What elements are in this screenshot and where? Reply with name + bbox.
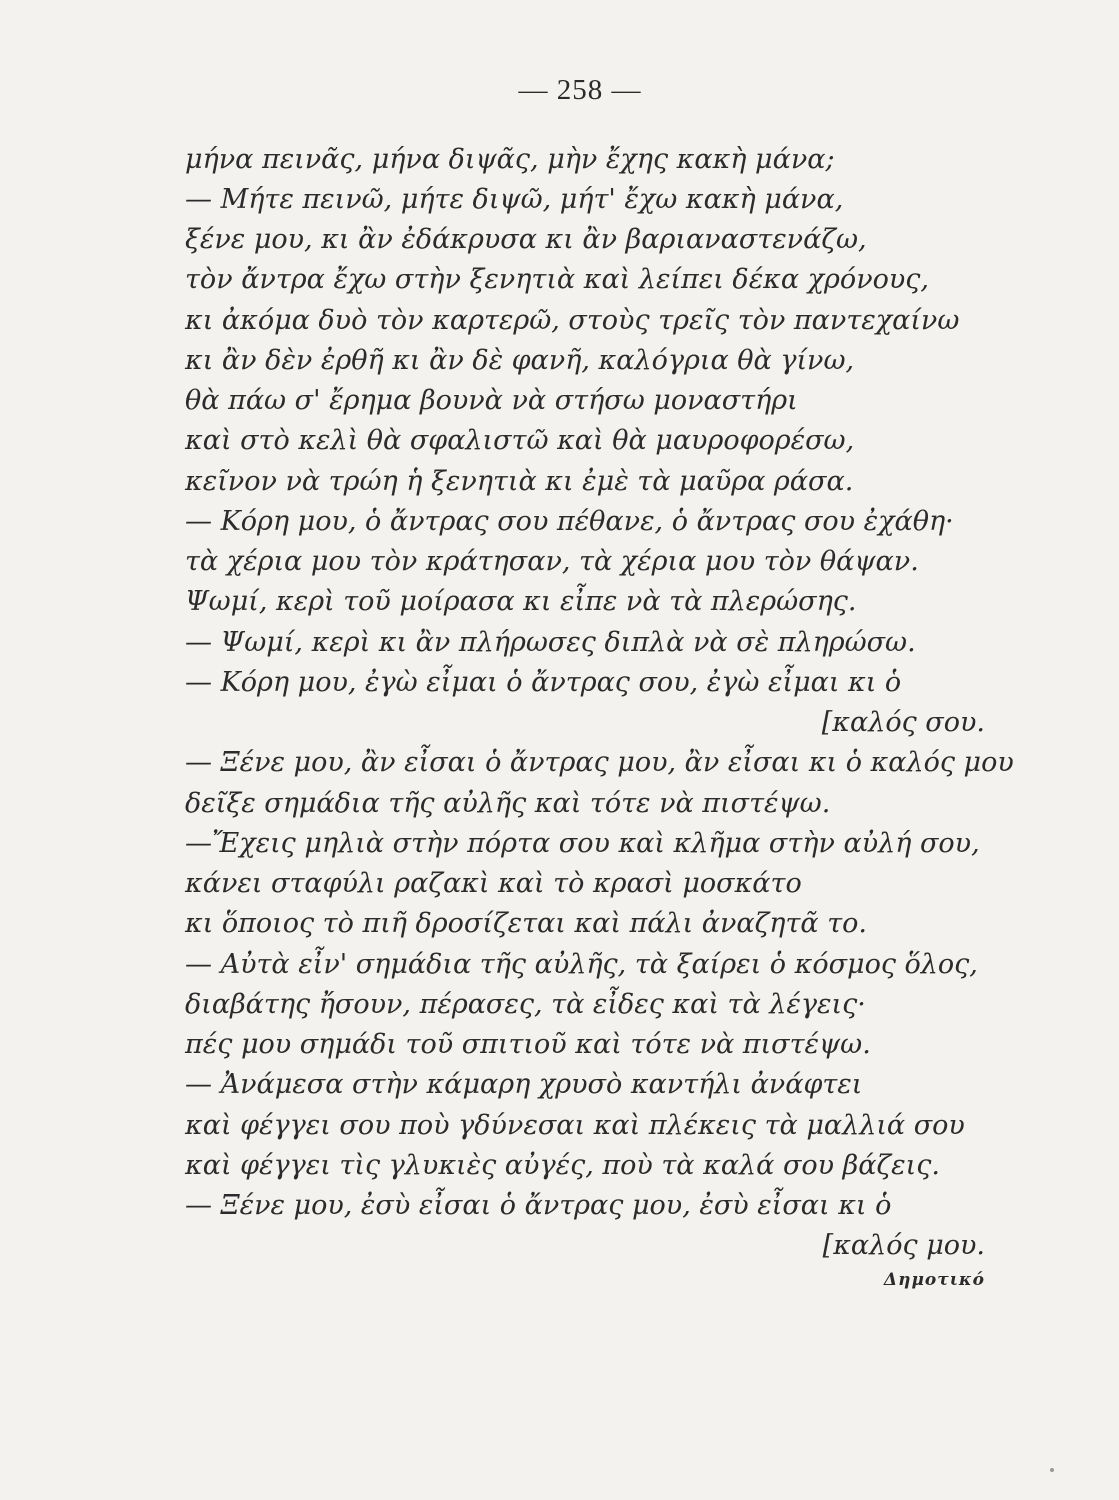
poem-line: διαβάτης ἤσουν, πέρασες, τὰ εἶδες καὶ τὰ λέγεις· [185,989,866,1020]
signature: Δημοτικό [883,1270,985,1290]
poem-line: — Μήτε πεινῶ, μήτε διψῶ, μήτ' ἔχω κακὴ μάνα, [185,184,844,215]
poem-line: — Ξένε μου, ἂν εἶσαι ὁ ἄντρας μου, ἂν εἶσαι κι ὁ καλός μου [185,747,1014,778]
poem-line: καὶ στὸ κελὶ θὰ σφαλιστῶ καὶ θὰ μαυροφορέσω, [185,425,855,456]
poem-line: —Ἔχεις μηλιὰ στὴν πόρτα σου καὶ κλῆμα στὴν αὐλή σου, [185,828,980,859]
poem-line: — Ψωμί, κερὶ κι ἂν πλήρωσες διπλὰ νὰ σὲ πληρώσω. [185,627,916,658]
poem-line: κι ἂν δὲν ἐρθῆ κι ἂν δὲ φανῆ, καλόγρια θὰ γίνω, [185,345,855,376]
poem-line: κι ἀκόμα δυὸ τὸν καρτερῶ, στοὺς τρεῖς τὸν παντεχαίνω [185,305,960,336]
poem-line: — Αὐτὰ εἶν' σημάδια τῆς αὐλῆς, τὰ ξαίρει ὁ κόσμος ὅλος, [185,949,978,980]
poem-line: πές μου σημάδι τοῦ σπιτιοῦ καὶ τότε νὰ πιστέψω. [185,1029,871,1060]
paper-speckle [1050,1468,1054,1472]
poem-line: — Ἀνάμεσα στὴν κάμαρη χρυσὸ καντήλι ἀνάφτει [185,1069,863,1100]
poem-line: τὸν ἄντρα ἔχω στὴν ξενητιὰ καὶ λείπει δέκα χρόνους, [185,264,929,295]
poem-line: κι ὅποιος τὸ πιῆ δροσίζεται καὶ πάλι ἀναζητᾶ το. [185,908,867,939]
poem-line: — Ξένε μου, ἐσὺ εἶσαι ὁ ἄντρας μου, ἐσὺ εἶσαι κι ὁ [185,1190,892,1221]
poem-line: Ψωμί, κερὶ τοῦ μοίρασα κι εἶπε νὰ τὰ πλερώσης. [185,586,857,617]
poem-line: μήνα πεινᾶς, μήνα διψᾶς, μὴν ἔχης κακὴ μάνα; [185,144,835,175]
poem-line: καὶ φέγγει σου ποὺ γδύνεσαι καὶ πλέκεις τὰ μαλλιά σου [185,1110,965,1141]
poem-line: κάνει σταφύλι ραζακὶ καὶ τὸ κρασὶ μοσκάτο [185,868,802,899]
poem-line: τὰ χέρια μου τὸν κράτησαν, τὰ χέρια μου τὸν θάψαν. [185,546,919,577]
poem-line-continuation: [καλός σου. [821,707,985,738]
poem-line: δεῖξε σημάδια τῆς αὐλῆς καὶ τότε νὰ πιστέψω. [185,788,831,819]
poem-line: κεῖνον νὰ τρώη ἡ ξενητιὰ κι ἐμὲ τὰ μαῦρα ράσα. [185,466,854,497]
poem-line-continuation: [καλός μου. [822,1230,985,1261]
poem-line: — Κόρη μου, ὁ ἄντρας σου πέθανε, ὁ ἄντρας σου ἐχάθη· [185,506,954,537]
poem-line: ξένε μου, κι ἂν ἐδάκρυσα κι ἂν βαριαναστενάζω, [185,224,867,255]
page-number: — 258 — [518,74,642,106]
poem-line: — Κόρη μου, ἐγὼ εἶμαι ὁ ἄντρας σου, ἐγὼ εἶμαι κι ὁ [185,667,902,698]
poem-line: θὰ πάω σ' ἔρημα βουνὰ νὰ στήσω μοναστήρι [185,385,798,416]
poem-line: καὶ φέγγει τὶς γλυκιὲς αὐγές, ποὺ τὰ καλά σου βάζεις. [185,1150,940,1181]
